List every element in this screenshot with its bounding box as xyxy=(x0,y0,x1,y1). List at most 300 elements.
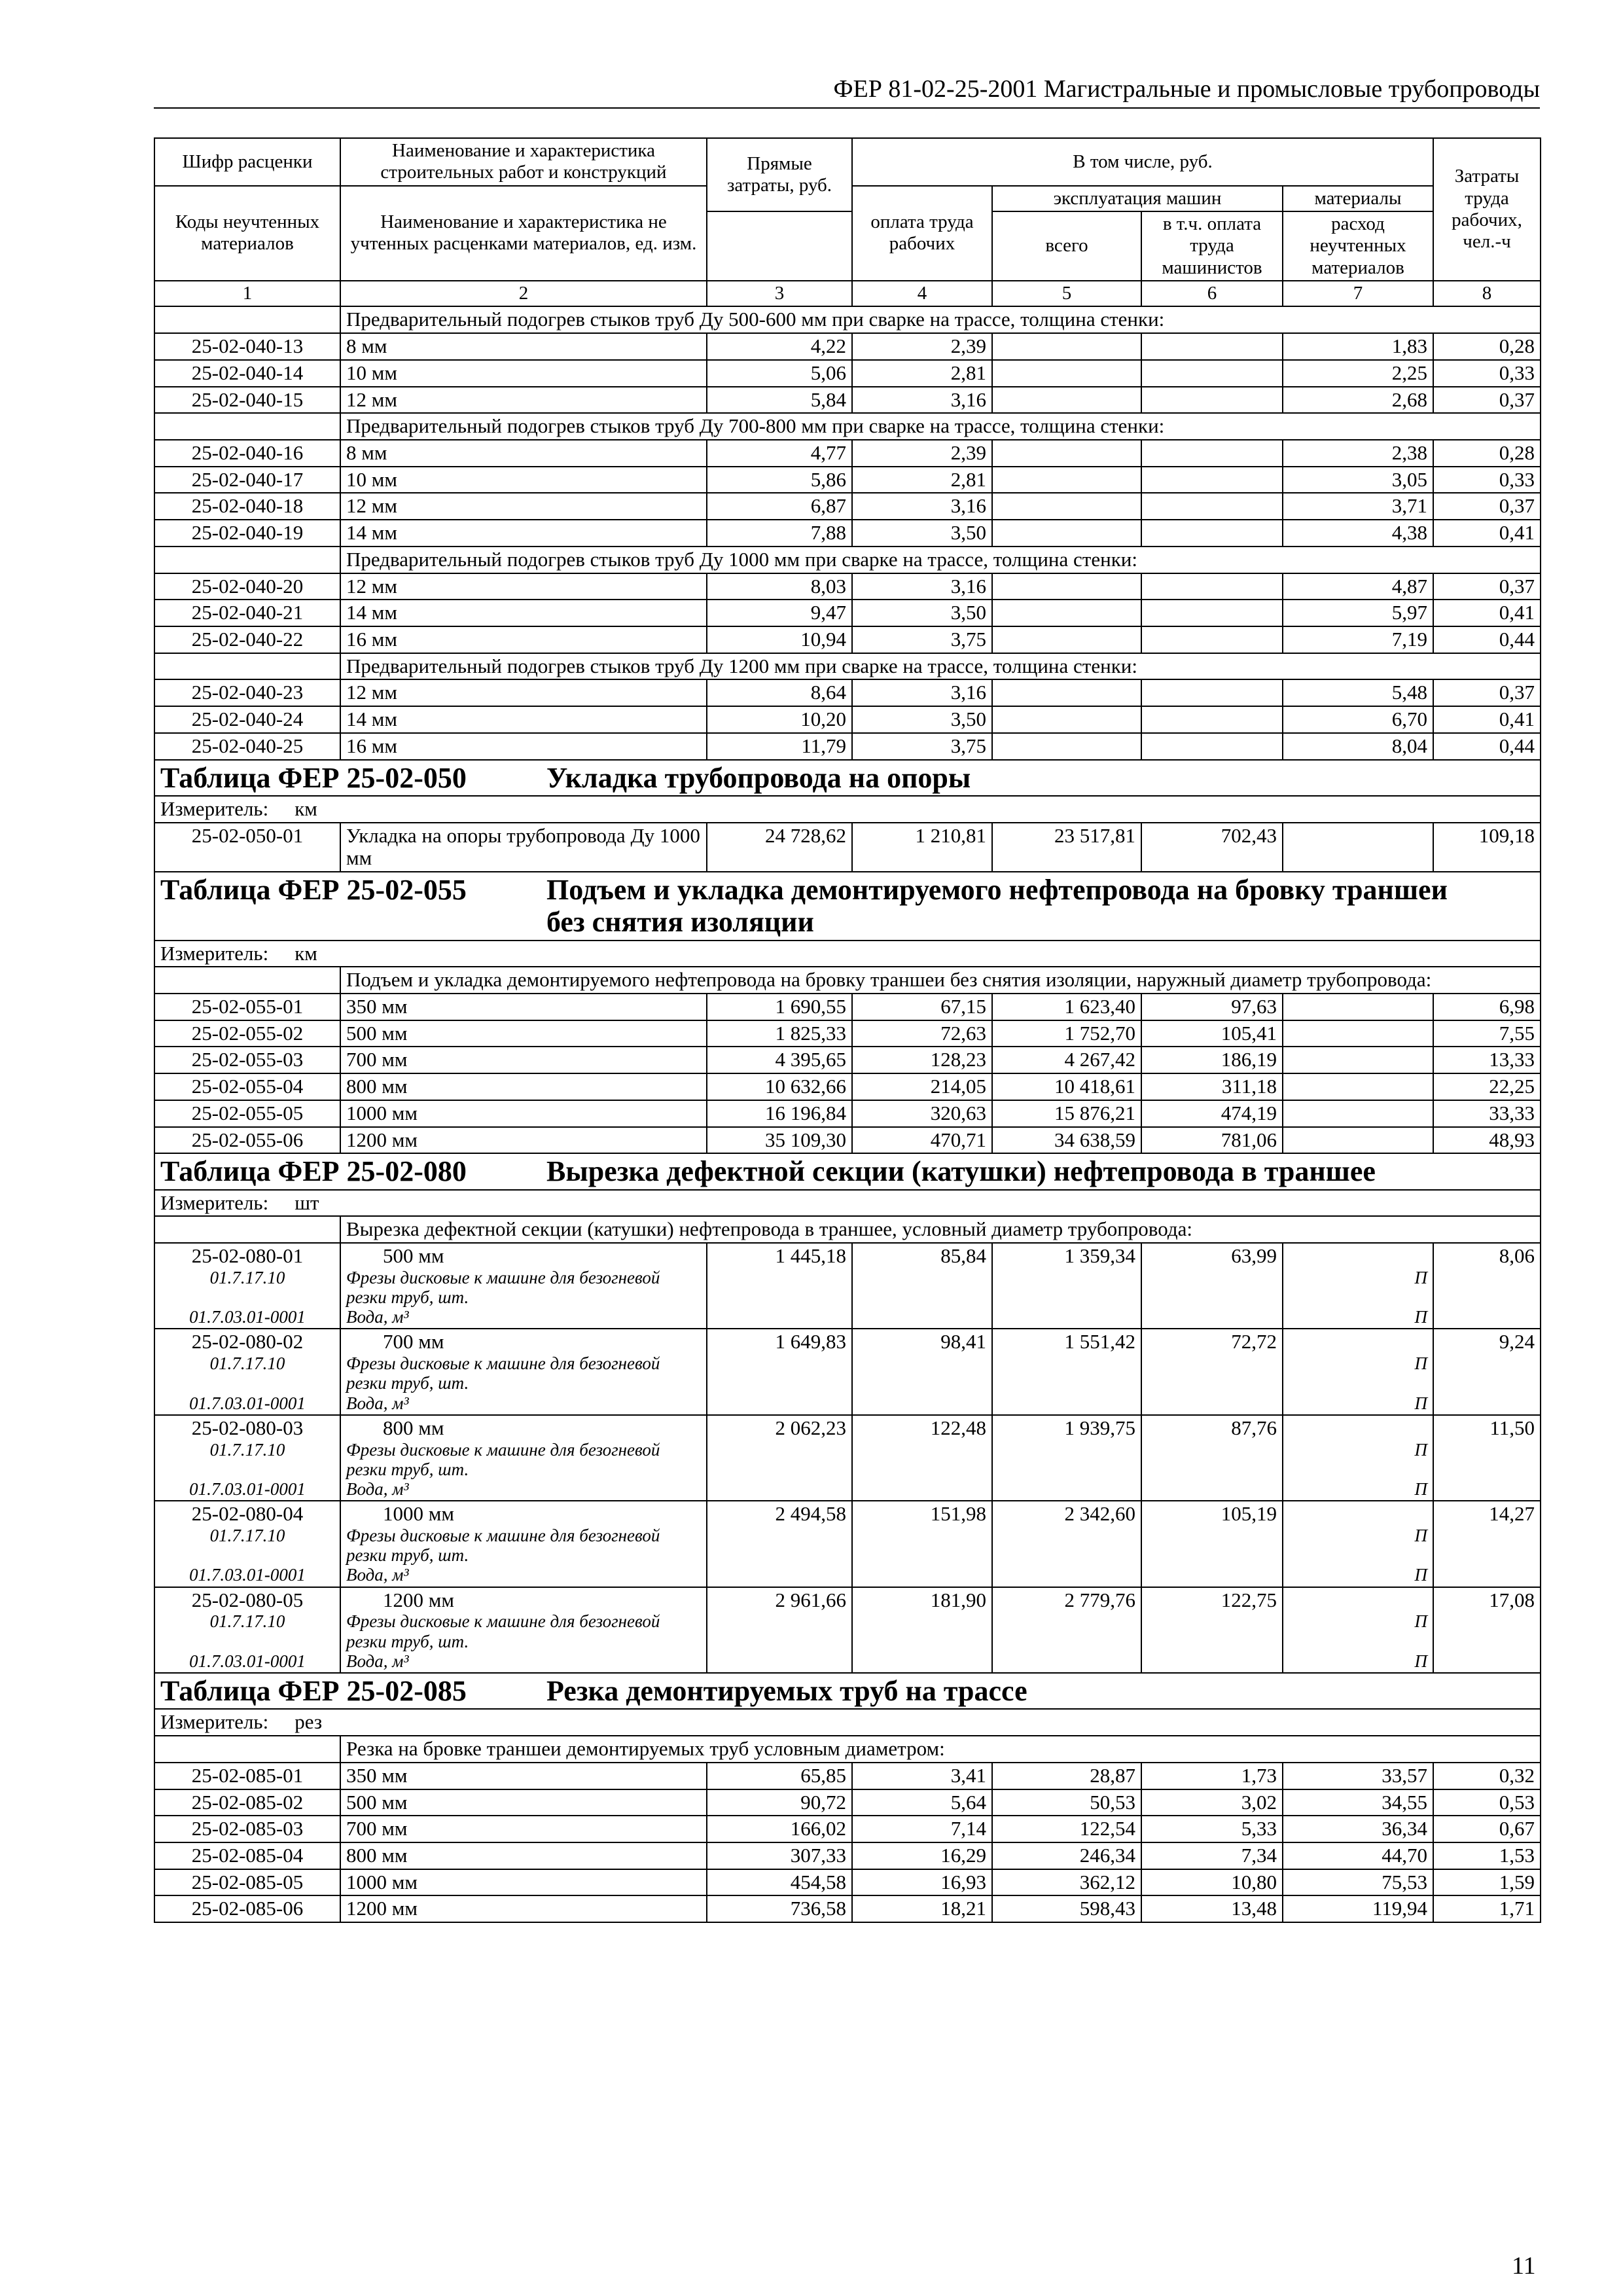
materials: 34,55 xyxy=(1283,1789,1433,1816)
labor-pay: 3,16 xyxy=(852,493,992,520)
table-row xyxy=(154,1415,1541,1501)
material-name: Вода, м³ xyxy=(346,1651,409,1671)
rate-code: 25-02-085-06 xyxy=(154,1895,340,1922)
rate-code: 25-02-040-18 xyxy=(154,493,340,520)
rate-code xyxy=(154,1243,340,1329)
direct-costs: 166,02 xyxy=(707,1816,852,1842)
col-name2-header: Наименование и характеристика не учтенных расценками материалов, ед. изм. xyxy=(340,186,707,281)
col-materials-header: материалы xyxy=(1283,186,1433,211)
work-name: 500 мм xyxy=(340,1020,707,1047)
group-header-row xyxy=(154,653,1541,680)
work-name-value: 1000 мм xyxy=(383,1502,454,1526)
labor-pay: 151,98 xyxy=(852,1501,992,1587)
machines-pay: 5,33 xyxy=(1141,1816,1283,1842)
machines-total: 28,87 xyxy=(992,1763,1141,1789)
machines-total: 1 939,75 xyxy=(992,1415,1141,1501)
rate-code: 25-02-085-02 xyxy=(154,1789,340,1816)
materials: 119,94 xyxy=(1283,1895,1433,1922)
material-quantity: П xyxy=(1414,1354,1427,1374)
work-name: 12 мм xyxy=(340,493,707,520)
material-code: 01.7.17.10 xyxy=(209,1439,285,1460)
labor-pay: 181,90 xyxy=(852,1587,992,1673)
labor-hours: 0,37 xyxy=(1433,573,1541,600)
work-name xyxy=(340,1415,707,1501)
col-incl-header: В том числе, руб. xyxy=(852,138,1433,186)
labor-hours: 8,06 xyxy=(1433,1243,1541,1329)
materials xyxy=(1283,1415,1433,1501)
machines-total: 23 517,81 xyxy=(992,823,1141,872)
work-name: 10 мм xyxy=(340,360,707,387)
group-spacer xyxy=(154,653,340,680)
meter-label: Измеритель: xyxy=(160,1710,269,1734)
group-label: Предварительный подогрев стыков труб Ду 700-800 мм при сварке на трассе, толщина стенки: xyxy=(340,413,1541,440)
col-machines-header: эксплуатация машин xyxy=(992,186,1283,211)
materials: 2,68 xyxy=(1283,387,1433,414)
labor-hours: 0,41 xyxy=(1433,600,1541,626)
machines-pay: 63,99 xyxy=(1141,1243,1283,1329)
material-code: 01.7.03.01-0001 xyxy=(189,1565,306,1585)
table-row xyxy=(154,1501,1541,1587)
labor-hours: 0,28 xyxy=(1433,333,1541,360)
labor-pay: 3,75 xyxy=(852,626,992,653)
table-row xyxy=(154,626,1541,653)
rate-code xyxy=(154,1415,340,1501)
labor-hours: 14,27 xyxy=(1433,1501,1541,1587)
table-row xyxy=(154,1329,1541,1414)
table-title xyxy=(154,1153,1541,1189)
table-body xyxy=(154,306,1541,1922)
group-header-row xyxy=(154,1736,1541,1763)
table-row xyxy=(154,333,1541,360)
material-quantity: П xyxy=(1414,1439,1427,1460)
material-name: Вода, м³ xyxy=(346,1393,409,1413)
rate-code: 25-02-040-19 xyxy=(154,520,340,547)
labor-pay: 470,71 xyxy=(852,1127,992,1154)
work-name: 14 мм xyxy=(340,520,707,547)
labor-hours: 33,33 xyxy=(1433,1100,1541,1127)
table-row xyxy=(154,387,1541,414)
table-row xyxy=(154,1100,1541,1127)
rate-code: 25-02-040-20 xyxy=(154,573,340,600)
labor-hours: 0,32 xyxy=(1433,1763,1541,1789)
materials xyxy=(1283,823,1433,872)
direct-costs: 24 728,62 xyxy=(707,823,852,872)
direct-costs: 1 649,83 xyxy=(707,1329,852,1414)
work-name: 800 мм xyxy=(340,1073,707,1100)
col-mach-total-header: всего xyxy=(992,211,1141,281)
direct-costs: 4 395,65 xyxy=(707,1047,852,1073)
machines-total xyxy=(992,706,1141,733)
labor-hours: 0,53 xyxy=(1433,1789,1541,1816)
direct-costs: 65,85 xyxy=(707,1763,852,1789)
direct-costs: 1 690,55 xyxy=(707,994,852,1020)
meter-row xyxy=(154,796,1541,823)
work-name-value: 800 мм xyxy=(383,1416,444,1439)
work-name xyxy=(340,1329,707,1414)
table-row xyxy=(154,440,1541,467)
labor-pay: 18,21 xyxy=(852,1895,992,1922)
labor-hours: 0,67 xyxy=(1433,1816,1541,1842)
machines-pay: 13,48 xyxy=(1141,1895,1283,1922)
rate-code: 25-02-055-06 xyxy=(154,1127,340,1154)
labor-pay: 98,41 xyxy=(852,1329,992,1414)
rate-code-value: 25-02-080-02 xyxy=(191,1330,304,1354)
meter-label: Измеритель: xyxy=(160,941,269,965)
machines-pay: 10,80 xyxy=(1141,1869,1283,1896)
work-name: 14 мм xyxy=(340,706,707,733)
labor-pay: 3,50 xyxy=(852,520,992,547)
direct-costs: 9,47 xyxy=(707,600,852,626)
machines-pay: 474,19 xyxy=(1141,1100,1283,1127)
labor-pay: 3,41 xyxy=(852,1763,992,1789)
labor-pay: 320,63 xyxy=(852,1100,992,1127)
machines-pay xyxy=(1141,679,1283,706)
labor-pay: 7,14 xyxy=(852,1816,992,1842)
labor-pay: 16,29 xyxy=(852,1842,992,1869)
labor-pay: 128,23 xyxy=(852,1047,992,1073)
machines-total: 598,43 xyxy=(992,1895,1141,1922)
material-quantity: П xyxy=(1414,1611,1427,1632)
col-materials-sub-header: расход неучтенных материалов xyxy=(1283,211,1433,281)
labor-hours: 6,98 xyxy=(1433,994,1541,1020)
machines-pay xyxy=(1141,706,1283,733)
machines-total xyxy=(992,360,1141,387)
direct-costs: 1 445,18 xyxy=(707,1243,852,1329)
material-quantity: П xyxy=(1414,1267,1427,1287)
meter xyxy=(154,941,1541,967)
running-title: ФЕР 81-02-25-2001 Магистральные и промысловые трубопроводы xyxy=(833,75,1540,103)
table-caption: Подъем и укладка демонтируемого нефтепровода на бровку траншеи без снятия изоляции xyxy=(546,874,1448,939)
table-row xyxy=(154,679,1541,706)
group-spacer xyxy=(154,967,340,994)
group-header-row xyxy=(154,967,1541,994)
rate-code: 25-02-040-14 xyxy=(154,360,340,387)
material-quantity: П xyxy=(1414,1565,1427,1585)
rate-code: 25-02-085-01 xyxy=(154,1763,340,1789)
rate-code: 25-02-040-23 xyxy=(154,679,340,706)
labor-hours: 1,71 xyxy=(1433,1895,1541,1922)
col-mach-incl-header: в т.ч. оплата труда машинистов xyxy=(1141,211,1283,281)
meter-label: Измеритель: xyxy=(160,1191,269,1214)
table-row xyxy=(154,994,1541,1020)
materials: 33,57 xyxy=(1283,1763,1433,1789)
table-title xyxy=(154,1673,1541,1709)
work-name: 12 мм xyxy=(340,387,707,414)
material-code: 01.7.03.01-0001 xyxy=(189,1479,306,1499)
machines-total: 10 418,61 xyxy=(992,1073,1141,1100)
machines-total: 1 623,40 xyxy=(992,994,1141,1020)
rate-code: 25-02-040-15 xyxy=(154,387,340,414)
meter-unit: рез xyxy=(294,1710,323,1734)
direct-costs: 7,88 xyxy=(707,520,852,547)
labor-pay: 2,81 xyxy=(852,467,992,493)
rate-code-value: 25-02-080-05 xyxy=(191,1588,304,1611)
machines-total: 34 638,59 xyxy=(992,1127,1141,1154)
labor-hours: 22,25 xyxy=(1433,1073,1541,1100)
machines-pay: 186,19 xyxy=(1141,1047,1283,1073)
rate-code: 25-02-055-02 xyxy=(154,1020,340,1047)
machines-pay: 105,19 xyxy=(1141,1501,1283,1587)
materials: 5,97 xyxy=(1283,600,1433,626)
material-code: 01.7.03.01-0001 xyxy=(189,1393,306,1413)
machines-total xyxy=(992,679,1141,706)
direct-costs: 2 062,23 xyxy=(707,1415,852,1501)
materials xyxy=(1283,1020,1433,1047)
group-spacer xyxy=(154,1216,340,1243)
direct-costs: 307,33 xyxy=(707,1842,852,1869)
col-code-header: Шифр расценки xyxy=(154,138,340,186)
labor-hours: 0,33 xyxy=(1433,467,1541,493)
meter-row xyxy=(154,1709,1541,1736)
material-quantity: П xyxy=(1414,1651,1427,1671)
direct-costs: 10 632,66 xyxy=(707,1073,852,1100)
group-label: Предварительный подогрев стыков труб Ду 500-600 мм при сварке на трассе, толщина стенки: xyxy=(340,306,1541,333)
materials: 6,70 xyxy=(1283,706,1433,733)
table-number: Таблица ФЕР 25-02-080 xyxy=(160,1155,467,1188)
table-row xyxy=(154,1869,1541,1896)
work-name xyxy=(340,1587,707,1673)
material-code: 01.7.03.01-0001 xyxy=(189,1651,306,1671)
group-label: Предварительный подогрев стыков труб Ду 1000 мм при сварке на трассе, толщина стенки: xyxy=(340,547,1541,573)
work-name: 1200 мм xyxy=(340,1127,707,1154)
table-row xyxy=(154,1842,1541,1869)
direct-costs: 35 109,30 xyxy=(707,1127,852,1154)
meter-label: Измеритель: xyxy=(160,797,269,820)
material-code: 01.7.17.10 xyxy=(209,1267,285,1287)
labor-hours: 1,53 xyxy=(1433,1842,1541,1869)
machines-total: 2 779,76 xyxy=(992,1587,1141,1673)
machines-total: 4 267,42 xyxy=(992,1047,1141,1073)
materials xyxy=(1283,1501,1433,1587)
materials xyxy=(1283,1587,1433,1673)
table-row xyxy=(154,1127,1541,1154)
materials xyxy=(1283,1243,1433,1329)
table-row xyxy=(154,1895,1541,1922)
direct-costs: 4,22 xyxy=(707,333,852,360)
machines-pay xyxy=(1141,387,1283,414)
meter-unit: км xyxy=(294,941,317,965)
rate-code: 25-02-040-21 xyxy=(154,600,340,626)
meter-unit: шт xyxy=(294,1191,319,1214)
table-row xyxy=(154,1020,1541,1047)
materials: 8,04 xyxy=(1283,733,1433,760)
rate-code xyxy=(154,1329,340,1414)
meter xyxy=(154,1190,1541,1217)
labor-pay: 3,16 xyxy=(852,387,992,414)
materials xyxy=(1283,1127,1433,1154)
rate-code: 25-02-040-24 xyxy=(154,706,340,733)
table-header xyxy=(154,138,1541,306)
col-direct-header: Прямые затраты, руб. xyxy=(707,138,852,211)
work-name: 16 мм xyxy=(340,733,707,760)
labor-hours: 17,08 xyxy=(1433,1587,1541,1673)
group-spacer xyxy=(154,547,340,573)
work-name-value: 700 мм xyxy=(383,1330,444,1354)
table-title-row xyxy=(154,872,1541,941)
running-header xyxy=(154,71,1540,109)
labor-pay: 85,84 xyxy=(852,1243,992,1329)
table-row xyxy=(154,467,1541,493)
machines-pay xyxy=(1141,360,1283,387)
labor-pay: 2,81 xyxy=(852,360,992,387)
table-number: Таблица ФЕР 25-02-055 xyxy=(160,874,467,906)
machines-total xyxy=(992,520,1141,547)
materials xyxy=(1283,1047,1433,1073)
machines-total xyxy=(992,733,1141,760)
direct-costs: 4,77 xyxy=(707,440,852,467)
rate-code: 25-02-085-04 xyxy=(154,1842,340,1869)
page-number: 11 xyxy=(1512,2252,1536,2280)
group-header-row xyxy=(154,1216,1541,1243)
machines-total: 50,53 xyxy=(992,1789,1141,1816)
direct-costs: 2 961,66 xyxy=(707,1587,852,1673)
machines-pay xyxy=(1141,493,1283,520)
table-row xyxy=(154,1816,1541,1842)
materials: 1,83 xyxy=(1283,333,1433,360)
group-spacer xyxy=(154,413,340,440)
meter xyxy=(154,796,1541,823)
direct-costs: 11,79 xyxy=(707,733,852,760)
labor-hours: 0,33 xyxy=(1433,360,1541,387)
work-name-value: 500 мм xyxy=(383,1244,444,1268)
table-row xyxy=(154,823,1541,872)
table-title-row xyxy=(154,760,1541,796)
labor-hours: 9,24 xyxy=(1433,1329,1541,1414)
labor-hours: 48,93 xyxy=(1433,1127,1541,1154)
table-caption: Резка демонтируемых труб на трассе xyxy=(546,1675,1027,1708)
group-label: Резка на бровке траншеи демонтируемых труб условным диаметром: xyxy=(340,1736,1541,1763)
work-name: 1200 мм xyxy=(340,1895,707,1922)
material-name: Фрезы дисковые к машине для безогневой резки труб, шт. xyxy=(346,1439,660,1479)
work-name: 8 мм xyxy=(340,333,707,360)
work-name: 8 мм xyxy=(340,440,707,467)
machines-pay: 105,41 xyxy=(1141,1020,1283,1047)
material-name: Фрезы дисковые к машине для безогневой резки труб, шт. xyxy=(346,1354,660,1393)
rate-code xyxy=(154,1587,340,1673)
material-quantity: П xyxy=(1414,1479,1427,1499)
labor-hours: 7,55 xyxy=(1433,1020,1541,1047)
machines-total xyxy=(992,440,1141,467)
rate-code: 25-02-055-03 xyxy=(154,1047,340,1073)
direct-costs: 1 825,33 xyxy=(707,1020,852,1047)
table-row xyxy=(154,706,1541,733)
materials: 4,38 xyxy=(1283,520,1433,547)
table-row xyxy=(154,1763,1541,1789)
material-quantity: П xyxy=(1414,1393,1427,1413)
materials: 36,34 xyxy=(1283,1816,1433,1842)
rate-code-value: 25-02-080-04 xyxy=(191,1502,304,1526)
machines-total xyxy=(992,387,1141,414)
group-header-row xyxy=(154,306,1541,333)
table-row xyxy=(154,600,1541,626)
labor-hours: 109,18 xyxy=(1433,823,1541,872)
work-name xyxy=(340,1243,707,1329)
work-name: 16 мм xyxy=(340,626,707,653)
rate-code-value: 25-02-080-03 xyxy=(191,1416,304,1439)
table-title xyxy=(154,872,1541,941)
rate-code: 25-02-040-25 xyxy=(154,733,340,760)
direct-costs: 8,64 xyxy=(707,679,852,706)
labor-hours: 0,44 xyxy=(1433,626,1541,653)
labor-hours: 0,28 xyxy=(1433,440,1541,467)
table-row xyxy=(154,1587,1541,1673)
materials: 3,71 xyxy=(1283,493,1433,520)
work-name: 10 мм xyxy=(340,467,707,493)
materials: 5,48 xyxy=(1283,679,1433,706)
rate-code: 25-02-040-17 xyxy=(154,467,340,493)
direct-costs: 454,58 xyxy=(707,1869,852,1896)
materials: 2,38 xyxy=(1283,440,1433,467)
table-caption: Вырезка дефектной секции (катушки) нефтепровода в траншее xyxy=(546,1155,1376,1188)
group-spacer xyxy=(154,1736,340,1763)
material-name: Фрезы дисковые к машине для безогневой резки труб, шт. xyxy=(346,1526,660,1566)
machines-pay: 1,73 xyxy=(1141,1763,1283,1789)
direct-costs: 5,06 xyxy=(707,360,852,387)
table-row xyxy=(154,1073,1541,1100)
col-labor-header: Затраты труда рабочих, чел.-ч xyxy=(1433,138,1541,281)
machines-pay: 3,02 xyxy=(1141,1789,1283,1816)
machines-pay xyxy=(1141,467,1283,493)
machines-total: 1 551,42 xyxy=(992,1329,1141,1414)
table-number: Таблица ФЕР 25-02-085 xyxy=(160,1675,467,1708)
work-name: 700 мм xyxy=(340,1047,707,1073)
col-name-header: Наименование и характеристика строительных работ и конструкций xyxy=(340,138,707,186)
table-title-row xyxy=(154,1153,1541,1189)
materials xyxy=(1283,1100,1433,1127)
machines-pay xyxy=(1141,573,1283,600)
meter-row xyxy=(154,1190,1541,1217)
rate-code: 25-02-050-01 xyxy=(154,823,340,872)
rate-code: 25-02-085-05 xyxy=(154,1869,340,1896)
labor-pay: 3,16 xyxy=(852,573,992,600)
table-row xyxy=(154,1243,1541,1329)
work-name: 700 мм xyxy=(340,1816,707,1842)
machines-pay: 781,06 xyxy=(1141,1127,1283,1154)
direct-costs: 5,84 xyxy=(707,387,852,414)
machines-total xyxy=(992,333,1141,360)
work-name-value: 1200 мм xyxy=(383,1588,454,1611)
labor-hours: 0,44 xyxy=(1433,733,1541,760)
materials: 44,70 xyxy=(1283,1842,1433,1869)
table-row xyxy=(154,493,1541,520)
labor-hours: 1,59 xyxy=(1433,1869,1541,1896)
machines-pay: 72,72 xyxy=(1141,1329,1283,1414)
machines-total xyxy=(992,493,1141,520)
labor-pay: 1 210,81 xyxy=(852,823,992,872)
machines-pay xyxy=(1141,440,1283,467)
labor-pay: 67,15 xyxy=(852,994,992,1020)
labor-pay: 3,50 xyxy=(852,706,992,733)
machines-total xyxy=(992,626,1141,653)
work-name: 14 мм xyxy=(340,600,707,626)
labor-pay: 122,48 xyxy=(852,1415,992,1501)
labor-hours: 0,41 xyxy=(1433,520,1541,547)
labor-hours: 0,37 xyxy=(1433,493,1541,520)
machines-pay: 97,63 xyxy=(1141,994,1283,1020)
work-name: 500 мм xyxy=(340,1789,707,1816)
labor-pay: 72,63 xyxy=(852,1020,992,1047)
labor-hours: 0,37 xyxy=(1433,679,1541,706)
group-label: Вырезка дефектной секции (катушки) нефтепровода в траншее, условный диаметр трубопровода: xyxy=(340,1216,1541,1243)
direct-costs: 2 494,58 xyxy=(707,1501,852,1587)
materials xyxy=(1283,994,1433,1020)
work-name: 350 мм xyxy=(340,994,707,1020)
machines-total: 362,12 xyxy=(992,1869,1141,1896)
group-spacer xyxy=(154,306,340,333)
work-name: 1000 мм xyxy=(340,1869,707,1896)
machines-pay xyxy=(1141,333,1283,360)
work-name: 1000 мм xyxy=(340,1100,707,1127)
